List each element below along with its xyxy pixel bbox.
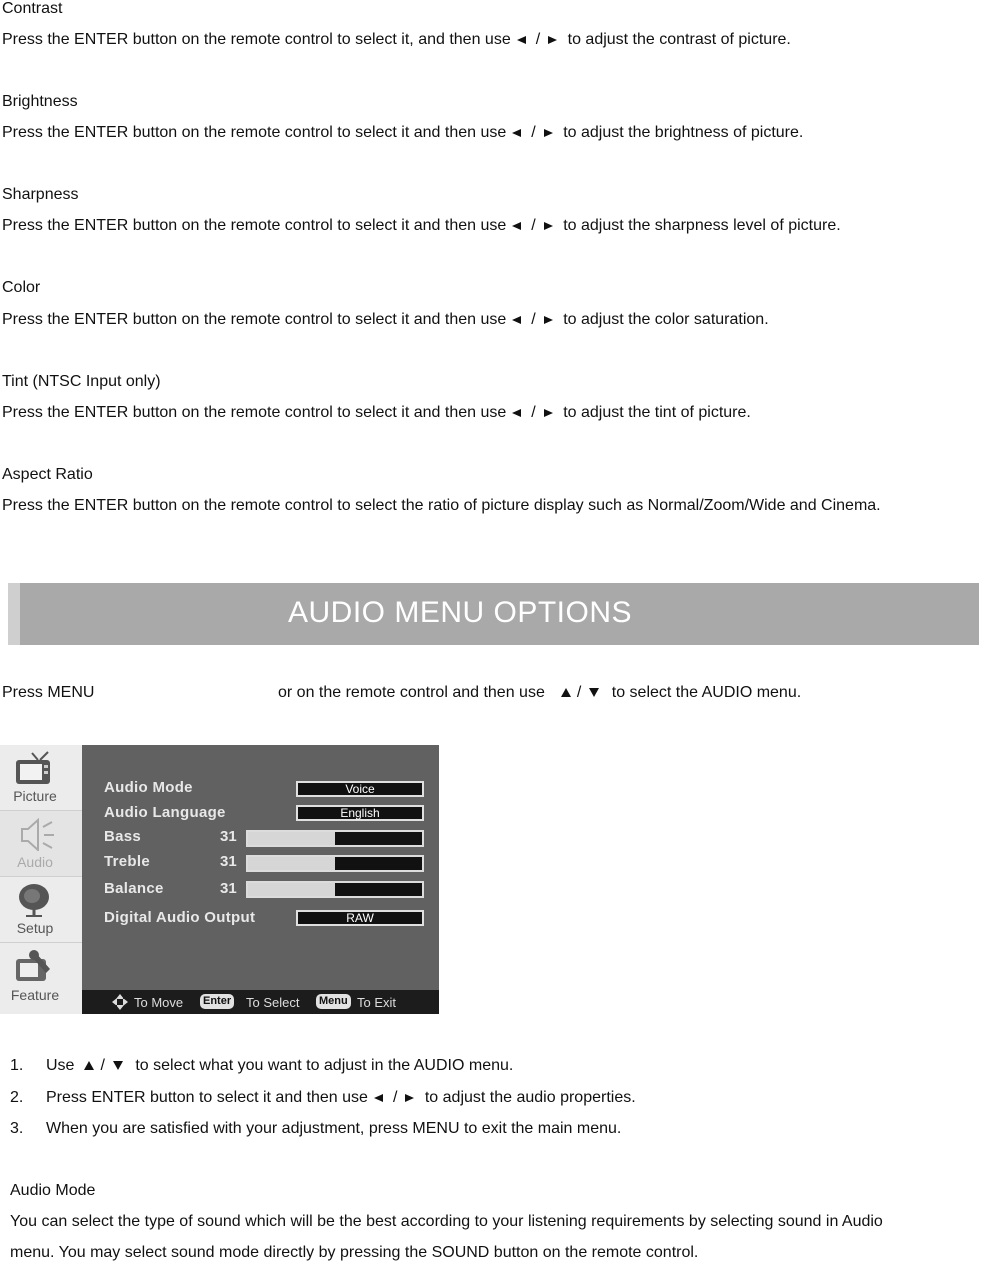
press-menu-part2: or on the remote control and then use — [278, 684, 545, 701]
text-before: Press the ENTER button on the remote control to select it and then use — [2, 311, 507, 328]
right-arrow-icon — [544, 222, 553, 230]
step-before: Use — [46, 1057, 75, 1074]
section-title-color: Color — [2, 279, 41, 296]
right-arrow-icon — [548, 36, 557, 44]
audio-mode-text-line1: You can select the type of sound which will be the best according to your listening requirements by selecting sound in Audio — [10, 1213, 883, 1230]
text-after: to adjust the tint of picture. — [563, 404, 751, 421]
osd-hint-bar — [82, 990, 439, 1014]
slash: / — [531, 404, 536, 421]
text-before: Press the ENTER button on the remote control to select it and then use — [2, 124, 507, 141]
up-arrow-icon — [84, 1061, 94, 1070]
enter-key-badge: Enter — [200, 994, 234, 1009]
step-before: Press ENTER button to select it and then use — [46, 1089, 368, 1106]
text-after: to adjust the sharpness level of picture. — [563, 217, 841, 234]
slash: / — [100, 1057, 105, 1074]
step-number: 3. — [10, 1120, 24, 1137]
sidebar-label: Audio — [17, 854, 53, 870]
down-arrow-icon — [589, 688, 599, 697]
audio-language-select[interactable]: English — [296, 805, 424, 821]
section-title-sharpness: Sharpness — [2, 186, 79, 203]
section-text-tint — [2, 404, 751, 422]
left-arrow-icon — [517, 36, 526, 44]
text-after: to adjust the contrast of picture. — [567, 31, 791, 48]
left-arrow-icon — [512, 409, 521, 417]
text-before: Press the ENTER button on the remote control to select it, and then use — [2, 31, 511, 48]
section-title-tint: Tint (NTSC Input only) — [2, 373, 161, 390]
balance-slider[interactable] — [246, 881, 424, 898]
menu-key-badge: Menu — [316, 994, 351, 1009]
text-before: Press the ENTER button on the remote control to select it and then use — [2, 404, 507, 421]
audio-osd-menu — [0, 745, 439, 1014]
press-menu-part3: to select the AUDIO menu. — [611, 684, 802, 701]
slash: / — [576, 684, 582, 701]
slash: / — [531, 217, 536, 234]
slash: / — [531, 124, 536, 141]
digital-audio-output-select[interactable]: RAW — [296, 910, 424, 926]
satellite-dish-icon — [10, 883, 56, 917]
text-after: to adjust the color saturation. — [563, 311, 769, 328]
treble-slider[interactable] — [246, 855, 424, 872]
left-arrow-icon — [512, 129, 521, 137]
osd-audio-panel — [82, 745, 439, 990]
left-arrow-icon — [374, 1094, 383, 1102]
step-text — [46, 1089, 636, 1107]
sidebar-item-picture[interactable] — [0, 745, 82, 811]
step-1 — [0, 1057, 993, 1079]
balance-label: Balance — [104, 880, 164, 897]
left-arrow-icon — [512, 222, 521, 230]
slash: / — [535, 31, 541, 48]
tv-icon — [10, 751, 56, 785]
bass-slider[interactable] — [246, 830, 424, 847]
sidebar-label: Feature — [10, 987, 60, 1003]
audio-mode-title: Audio Mode — [10, 1182, 96, 1199]
text-after: to adjust the brightness of picture. — [563, 124, 804, 141]
sidebar-label: Picture — [13, 788, 57, 804]
banner-title: AUDIO MENU OPTIONS — [288, 596, 633, 629]
audio-language-label: Audio Language — [104, 804, 226, 821]
section-text-color — [2, 311, 769, 329]
right-arrow-icon — [544, 409, 553, 417]
section-text-sharpness — [2, 217, 841, 235]
down-arrow-icon — [113, 1061, 123, 1070]
text-before: Press the ENTER button on the remote control to select it and then use — [2, 217, 507, 234]
right-arrow-icon — [544, 316, 553, 324]
section-title-brightness: Brightness — [2, 93, 78, 110]
slash: / — [531, 311, 536, 328]
treble-label: Treble — [104, 853, 150, 870]
bass-slider-fill — [248, 832, 335, 845]
sidebar-item-feature[interactable] — [0, 943, 82, 1009]
hint-select: To Select — [246, 995, 300, 1010]
right-arrow-icon — [405, 1094, 414, 1102]
sidebar-item-setup[interactable] — [0, 877, 82, 943]
step-3 — [0, 1120, 993, 1142]
bass-label: Bass — [104, 828, 142, 845]
digital-audio-output-label: Digital Audio Output — [104, 909, 256, 926]
step-number: 2. — [10, 1089, 24, 1106]
audio-menu-banner — [8, 583, 979, 645]
hint-exit: To Exit — [357, 995, 397, 1010]
audio-mode-label: Audio Mode — [104, 779, 193, 796]
balance-value: 31 — [220, 880, 237, 897]
left-arrow-icon — [512, 316, 521, 324]
press-menu-part1: Press MENU — [2, 684, 95, 701]
step-text — [46, 1057, 513, 1075]
move-arrows-icon — [112, 994, 128, 1010]
wrench-tools-icon — [10, 949, 56, 983]
press-menu-instruction — [278, 684, 801, 702]
slash: / — [392, 1089, 398, 1106]
step-after: to adjust the audio properties. — [424, 1089, 636, 1106]
section-text-aspect-ratio: Press the ENTER button on the remote control to select the ratio of picture display such as Normal/Zoom/Wide and Cinema. — [2, 497, 881, 514]
treble-value: 31 — [220, 853, 237, 870]
up-arrow-icon — [561, 688, 571, 697]
step-after: to select what you want to adjust in the AUDIO menu. — [135, 1057, 514, 1074]
speaker-icon — [10, 817, 56, 851]
sidebar-label: Setup — [16, 920, 54, 936]
step-2 — [0, 1089, 993, 1111]
sidebar-item-audio[interactable] — [0, 811, 82, 877]
balance-slider-fill — [248, 883, 335, 896]
section-title-aspect-ratio: Aspect Ratio — [2, 466, 93, 483]
step-number: 1. — [10, 1057, 24, 1074]
section-text-contrast — [2, 31, 791, 49]
audio-mode-select[interactable]: Voice — [296, 781, 424, 797]
right-arrow-icon — [544, 129, 553, 137]
audio-mode-text-line2: menu. You may select sound mode directly by pressing the SOUND button on the remote control. — [10, 1244, 699, 1261]
treble-slider-fill — [248, 857, 335, 870]
bass-value: 31 — [220, 828, 237, 845]
step-text: When you are satisfied with your adjustment, press MENU to exit the main menu. — [46, 1120, 622, 1137]
section-title-contrast: Contrast — [2, 0, 63, 17]
section-text-brightness — [2, 124, 803, 142]
osd-sidebar — [0, 745, 82, 1014]
hint-move: To Move — [134, 995, 184, 1010]
